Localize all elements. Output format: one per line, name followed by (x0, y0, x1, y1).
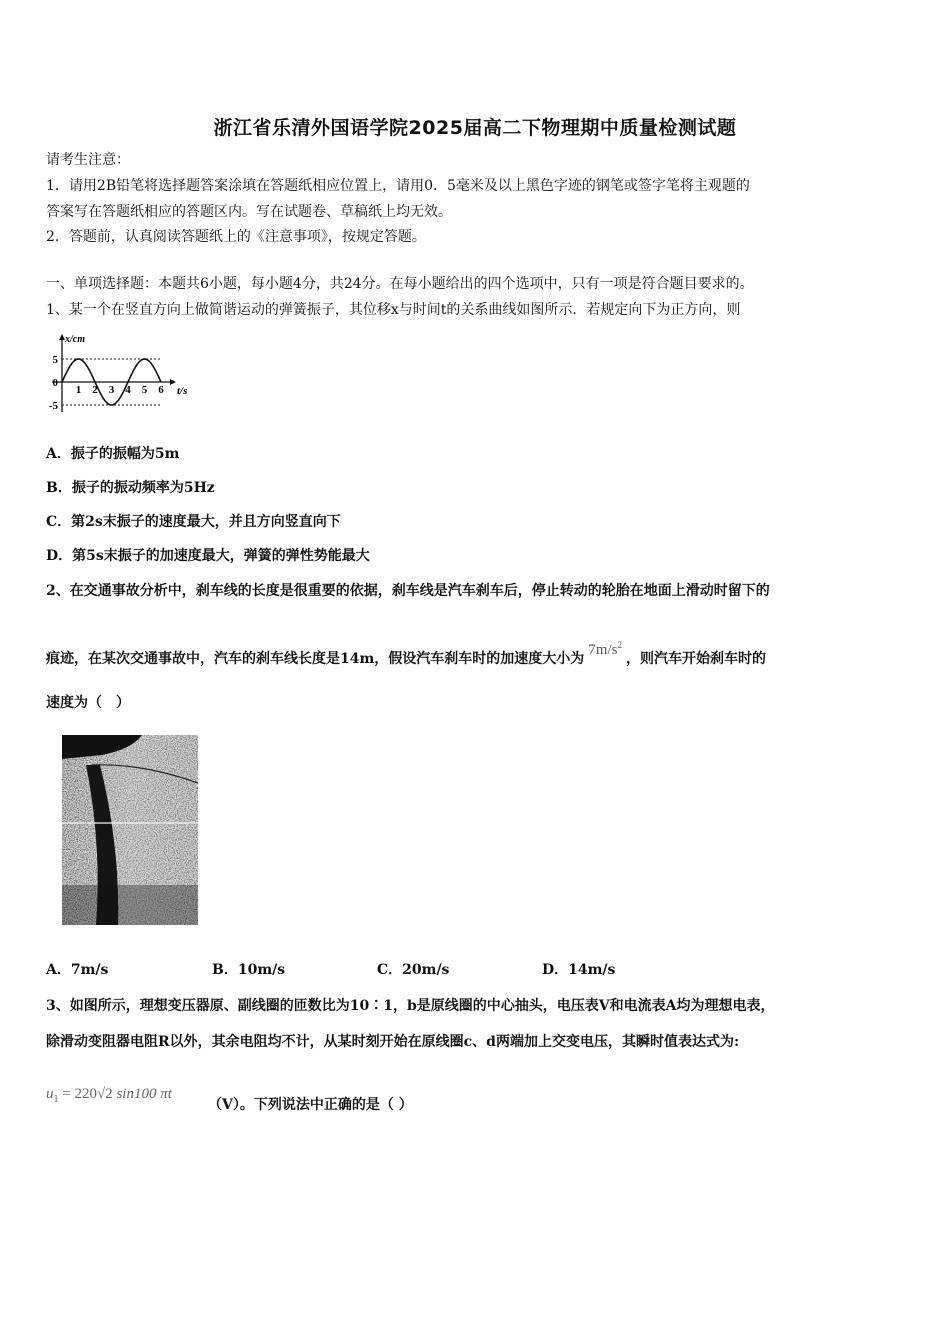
q2-option-b: B．10m/s (212, 962, 286, 978)
q2-acceleration-value: 7m/s (588, 642, 618, 658)
q1-displacement-graph (44, 330, 204, 420)
q2-skid-mark-photo (62, 735, 198, 925)
y-tick-label: 5 (52, 354, 58, 366)
x-tick-label: 4 (125, 384, 131, 396)
x-axis-arrow (170, 379, 176, 385)
y-axis-label: x/cm (65, 334, 85, 345)
q3-stem-line-1: 3、如图所示，理想变压器原、副线圈的匝数比为10∶1，b是原线圈的中心抽头，电压表V和电流表A均为理想电表， (46, 998, 775, 1014)
q3-voltage-formula (46, 1086, 172, 1105)
formula-coefficient: = 220 (58, 1086, 97, 1102)
formula-variable: u (46, 1086, 54, 1102)
q1-option-b: B．振子的振动频率为5Hz (46, 480, 215, 496)
notice-item-2: 2．答题前，认真阅读答题纸上的《注意事项》，按规定答题。 (46, 229, 426, 245)
q2-acceleration (588, 642, 622, 658)
x-tick-label: 2 (92, 384, 98, 396)
page-title: 浙江省乐清外国语学院2025届高二下物理期中质量检测试题 (213, 117, 737, 139)
notice-item-1-line-2: 答案写在答题纸相应的答题区内。写在试题卷、草稿纸上均无效。 (46, 204, 452, 220)
formula-sine-term: sin100 πt (112, 1086, 172, 1102)
q1-option-d: D．第5s末振子的加速度最大，弹簧的弹性势能最大 (46, 548, 370, 564)
q2-stem-line-2 (46, 640, 766, 669)
x-axis-label: t/s (177, 385, 188, 397)
x-tick-label: 6 (158, 384, 164, 396)
x-tick-label: 1 (75, 384, 82, 396)
q2-option-d: D．14m/s (542, 962, 616, 978)
q2-stem-line-2-a: 痕迹，在某次交通事故中，汽车的刹车线长度是14m，假设汽车刹车时的加速度大小为 (46, 651, 585, 667)
formula-sqrt: √2 (96, 1086, 113, 1102)
q2-option-c: C．20m/s (377, 962, 450, 978)
notice-item-1-line-1: 1．请用2B铅笔将选择题答案涂填在答题纸相应位置上，请用0．5毫米及以上黑色字迹的钢笔或签字笔将主观题的 (46, 178, 750, 194)
y-tick-label: 0 (52, 377, 58, 389)
formula-subscript: 1 (53, 1094, 59, 1105)
q2-acceleration-exponent: 2 (617, 640, 622, 650)
q1-option-c: C．第2s末振子的速度最大，并且方向竖直向下 (46, 514, 341, 530)
q2-stem-line-2-b: ，则汽车开始刹车时的 (625, 651, 766, 667)
q2-stem-line-1: 2、在交通事故分析中，刹车线的长度是很重要的依据，刹车线是汽车刹车后，停止转动的轮胎在地面上滑动时留下的 (46, 583, 770, 599)
q1-stem: 1、某一个在竖直方向上做简谐运动的弹簧振子，其位移x与时间t的关系曲线如图所示．若规定向下为正方向，则 (46, 302, 741, 318)
q2-option-a: A．7m/s (46, 962, 109, 978)
q3-stem-line-2: 除滑动变阻器电阻R以外，其余电阻均不计，从某时刻开始在原线圈c、d两端加上交变电压，其瞬时值表达式为: (46, 1034, 740, 1050)
y-tick-label: -5 (48, 400, 58, 412)
x-tick-label: 3 (108, 384, 115, 396)
q2-stem-line-3: 速度为（ ） (46, 695, 130, 711)
x-tick-label: 5 (141, 384, 148, 396)
q3-stem-line-3: （V）。下列说法中正确的是（ ） (208, 1097, 413, 1113)
section-1-heading: 一、单项选择题：本题共6小题，每小题4分，共24分。在每小题给出的四个选项中，只有一项是符合题目要求的。 (46, 276, 754, 292)
notice-heading: 请考生注意： (46, 152, 130, 168)
q1-option-a: A．振子的振幅为5m (46, 446, 180, 462)
